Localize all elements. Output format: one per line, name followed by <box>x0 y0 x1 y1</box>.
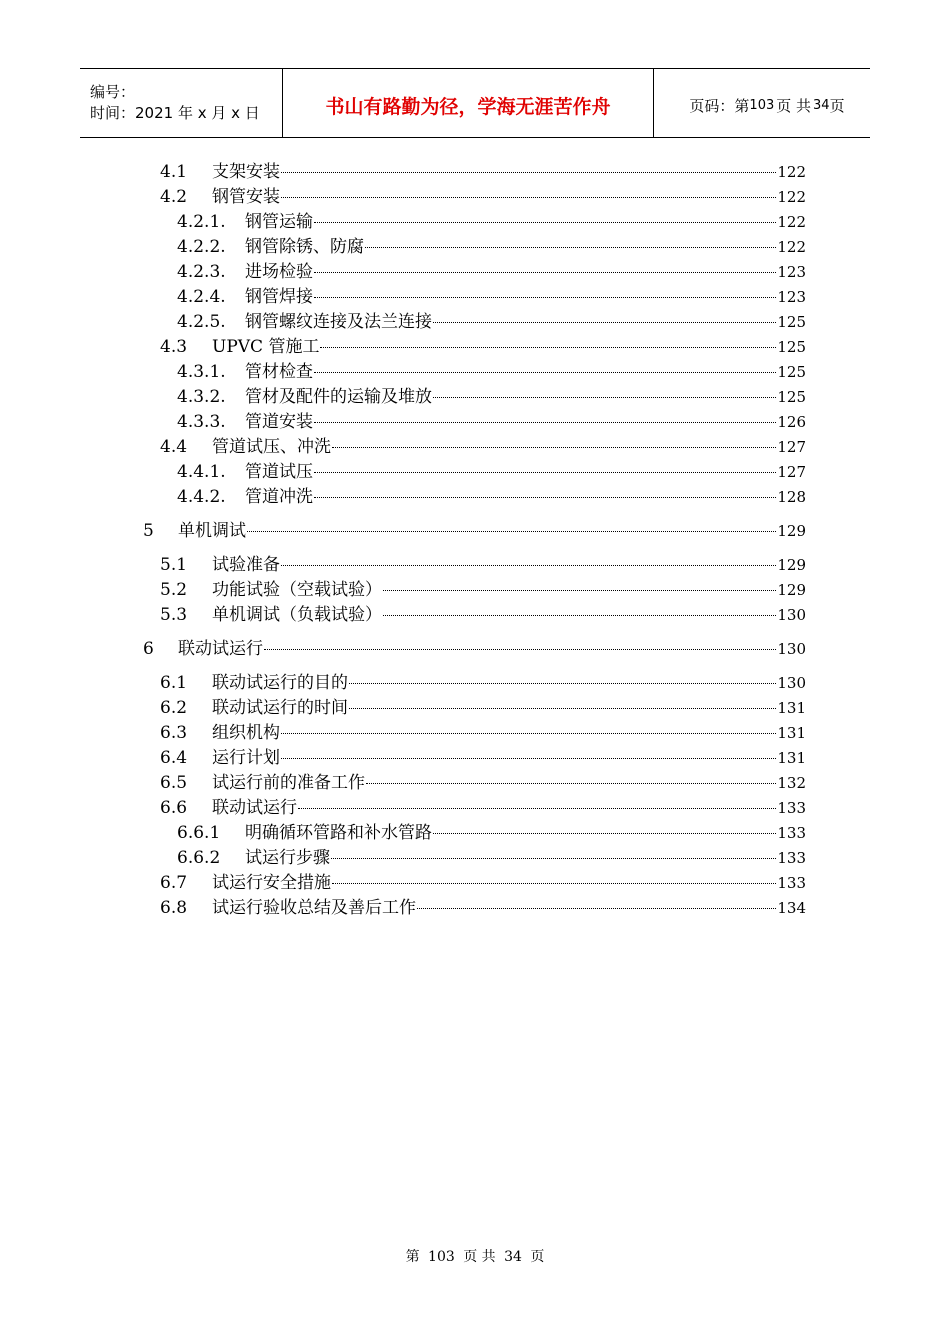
toc-entry-page: 125 <box>777 313 806 331</box>
toc-entry-number: 4.2.5. <box>177 312 226 332</box>
toc-entry-page: 131 <box>777 699 806 717</box>
toc-entry-number: 6.4 <box>160 748 188 768</box>
toc-entry-number: 4.4 <box>160 437 188 457</box>
toc-entry[interactable] <box>160 335 806 359</box>
toc-dot-leader <box>281 733 776 734</box>
toc-entry[interactable] <box>177 385 806 409</box>
toc-entry-page: 129 <box>777 522 806 540</box>
toc-entry[interactable] <box>160 578 806 602</box>
toc-entry-title: 单机调试 <box>178 521 246 541</box>
toc-entry[interactable] <box>160 696 806 720</box>
toc-entry-title: 管道试压 <box>245 462 313 482</box>
toc-entry-title: 管材及配件的运输及堆放 <box>245 387 432 407</box>
toc-entry-title: 钢管除锈、防腐 <box>245 237 364 257</box>
toc-dot-leader <box>281 758 776 759</box>
toc-entry-title: 功能试验（空载试验） <box>212 580 382 600</box>
serial-label: 编号： <box>90 83 136 101</box>
header-page-prefix: 页码：第 <box>689 96 750 115</box>
toc-entry-title: 钢管焊接 <box>245 287 313 307</box>
toc-entry-title: 进场检验 <box>245 262 313 282</box>
toc-entry-number: 4.4.2. <box>177 487 226 507</box>
footer-mid: 页 共 <box>463 1249 496 1265</box>
header-page-current: 103 <box>749 97 775 113</box>
header-info <box>80 69 282 137</box>
toc-dot-leader <box>298 808 776 809</box>
toc-entry-page: 126 <box>777 413 806 431</box>
toc-entry-page: 123 <box>777 288 806 306</box>
toc-entry-title: 钢管螺纹连接及法兰连接 <box>245 312 432 332</box>
toc-entry[interactable] <box>177 360 806 384</box>
toc-entry-title: 管道试压、冲洗 <box>212 437 331 457</box>
toc-entry-page: 127 <box>777 463 806 481</box>
header-motto: 书山有路勤为径，学海无涯苦作舟 <box>282 69 654 137</box>
toc-dot-leader <box>366 783 776 784</box>
toc-entry-title: 试运行步骤 <box>245 848 330 868</box>
toc-entry[interactable] <box>177 260 806 284</box>
toc-entry-page: 133 <box>777 824 806 842</box>
toc-entry[interactable] <box>177 285 806 309</box>
toc-entry-number: 6.8 <box>160 898 188 918</box>
toc-entry[interactable] <box>177 210 806 234</box>
toc-entry-title: 支架安装 <box>212 162 280 182</box>
header-page-total: 34 <box>813 97 830 113</box>
toc-entry-number: 4.3.2. <box>177 387 226 407</box>
toc-entry-page: 122 <box>777 163 806 181</box>
toc-entry-title: 钢管运输 <box>245 212 313 232</box>
toc-entry-title: 联动试运行 <box>212 798 297 818</box>
toc-entry-title: 试运行安全措施 <box>212 873 331 893</box>
toc-entry-number: 5.3 <box>160 605 188 625</box>
toc-entry[interactable] <box>160 896 806 920</box>
toc-entry-number: 6.6 <box>160 798 188 818</box>
toc-entry[interactable] <box>177 410 806 434</box>
toc-entry[interactable] <box>160 771 806 795</box>
toc-entry[interactable] <box>160 160 806 184</box>
toc-entry[interactable] <box>160 746 806 770</box>
toc-entry-page: 133 <box>777 849 806 867</box>
toc-entry-title: 管道安装 <box>245 412 313 432</box>
toc-entry-number: 6.6.1 <box>177 823 221 843</box>
toc-entry-number: 4.2.2. <box>177 237 226 257</box>
toc-dot-leader <box>314 297 776 298</box>
toc-entry-page: 127 <box>777 438 806 456</box>
toc-entry-page: 122 <box>777 213 806 231</box>
toc-entry-page: 133 <box>777 874 806 892</box>
toc-entry-number: 4.2.3. <box>177 262 226 282</box>
footer-suffix: 页 <box>530 1249 545 1265</box>
toc-entry-page: 131 <box>777 749 806 767</box>
toc-entry-page: 125 <box>777 363 806 381</box>
toc-dot-leader <box>332 447 776 448</box>
toc-entry-title: 联动试运行的目的 <box>212 673 348 693</box>
toc-entry[interactable] <box>177 310 806 334</box>
toc-dot-leader <box>433 397 776 398</box>
toc-entry[interactable] <box>177 846 806 870</box>
toc-entry[interactable] <box>160 553 806 577</box>
toc-entry-number: 6.6.2 <box>177 848 221 868</box>
toc-entry-page: 129 <box>777 581 806 599</box>
toc-entry-number: 6.7 <box>160 873 188 893</box>
time-label: 时间：2021 年 x 月 x 日 <box>90 104 260 122</box>
toc-dot-leader <box>331 858 776 859</box>
toc-dot-leader <box>383 615 776 616</box>
toc-entry-title: 钢管安装 <box>212 187 280 207</box>
toc-entry-title: 试运行验收总结及善后工作 <box>212 898 416 918</box>
toc-dot-leader <box>349 708 776 709</box>
toc-entry-page: 131 <box>777 724 806 742</box>
toc-entry-number: 5.1 <box>160 555 188 575</box>
toc-dot-leader <box>281 565 776 566</box>
toc-entry-title: 组织机构 <box>212 723 280 743</box>
toc-dot-leader <box>383 590 776 591</box>
toc-dot-leader <box>332 883 776 884</box>
footer-current-page: 103 <box>428 1249 455 1265</box>
toc-entry-title: 试运行前的准备工作 <box>212 773 365 793</box>
toc-entry-number: 4.2 <box>160 187 188 207</box>
toc-entry[interactable] <box>160 185 806 209</box>
toc-entry-number: 4.3 <box>160 337 188 357</box>
header-page-suffix: 页 <box>829 96 845 115</box>
toc-dot-leader <box>320 347 776 348</box>
toc-entry-number: 6.1 <box>160 673 188 693</box>
toc-entry-page: 130 <box>777 674 806 692</box>
toc-entry-title: 联动试运行的时间 <box>212 698 348 718</box>
page-footer <box>0 1246 950 1266</box>
toc-dot-leader <box>314 222 776 223</box>
toc-dot-leader <box>314 372 776 373</box>
toc-entry-number: 4.2.4. <box>177 287 226 307</box>
toc-entry-page: 122 <box>777 238 806 256</box>
toc-entry-number: 4.3.1. <box>177 362 226 382</box>
toc-entry-number: 5.2 <box>160 580 188 600</box>
toc-entry-title: 联动试运行 <box>178 639 263 659</box>
toc-dot-leader <box>349 683 776 684</box>
toc-entry-page: 130 <box>777 640 806 658</box>
toc-dot-leader <box>314 272 776 273</box>
toc-dot-leader <box>247 531 776 532</box>
toc-entry-number: 5 <box>143 521 154 541</box>
toc-entry-title: 单机调试（负载试验） <box>212 605 382 625</box>
toc-entry-number: 4.1 <box>160 162 188 182</box>
toc-dot-leader <box>433 322 776 323</box>
toc-dot-leader <box>433 833 776 834</box>
toc-entry-number: 6.5 <box>160 773 188 793</box>
toc-entry-title: 试验准备 <box>212 555 280 575</box>
toc-entry-page: 123 <box>777 263 806 281</box>
toc-dot-leader <box>365 247 776 248</box>
footer-prefix: 第 <box>405 1249 420 1265</box>
toc-entry-page: 133 <box>777 799 806 817</box>
toc-dot-leader <box>417 908 776 909</box>
toc-dot-leader <box>314 497 776 498</box>
toc-entry-title: 明确循环管路和补水管路 <box>245 823 432 843</box>
toc-entry-title: 管道冲洗 <box>245 487 313 507</box>
toc-entry-page: 125 <box>777 388 806 406</box>
toc-dot-leader <box>281 172 776 173</box>
toc-entry-title: 管材检查 <box>245 362 313 382</box>
toc-entry[interactable] <box>160 871 806 895</box>
toc-entry[interactable] <box>177 821 806 845</box>
toc-entry[interactable] <box>160 435 806 459</box>
toc-dot-leader <box>281 197 776 198</box>
toc-entry-number: 6.2 <box>160 698 188 718</box>
toc-entry[interactable] <box>160 721 806 745</box>
toc-entry[interactable] <box>160 603 806 627</box>
toc-entry[interactable] <box>143 519 806 543</box>
toc-entry[interactable] <box>177 460 806 484</box>
toc-entry-page: 128 <box>777 488 806 506</box>
toc-entry-number: 6 <box>143 639 154 659</box>
toc-entry-number: 4.2.1. <box>177 212 226 232</box>
toc-entry-title: 运行计划 <box>212 748 280 768</box>
footer-total-pages: 34 <box>504 1249 522 1265</box>
toc-entry-page: 132 <box>777 774 806 792</box>
toc-entry-page: 125 <box>777 338 806 356</box>
toc-entry[interactable] <box>177 235 806 259</box>
toc-entry[interactable] <box>177 485 806 509</box>
toc-entry-title: UPVC 管施工 <box>212 337 320 357</box>
toc-entry-page: 134 <box>777 899 806 917</box>
header-page-mid: 页 共 <box>776 96 812 115</box>
toc-entry-page: 129 <box>777 556 806 574</box>
toc-dot-leader <box>314 472 776 473</box>
toc-dot-leader <box>314 422 776 423</box>
header-page-info <box>654 69 870 137</box>
toc-entry-number: 4.4.1. <box>177 462 226 482</box>
toc-dot-leader <box>264 649 776 650</box>
toc-entry[interactable] <box>143 637 806 661</box>
toc-entry-page: 122 <box>777 188 806 206</box>
toc-entry[interactable] <box>160 796 806 820</box>
toc-entry-number: 6.3 <box>160 723 188 743</box>
toc-entry[interactable] <box>160 671 806 695</box>
toc-entry-page: 130 <box>777 606 806 624</box>
toc-entry-number: 4.3.3. <box>177 412 226 432</box>
page-header <box>80 68 870 138</box>
